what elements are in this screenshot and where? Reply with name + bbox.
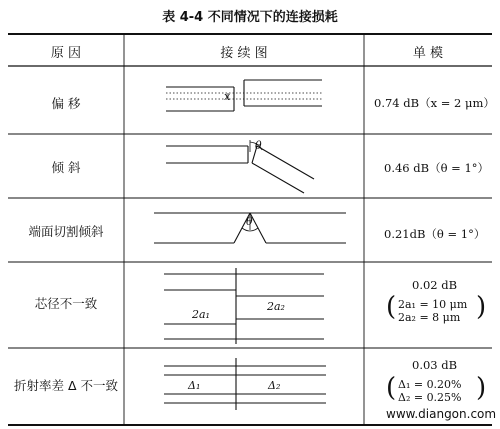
right-paren: ) [476,292,487,322]
core-cond-1: 2a₁ = 10 μm [398,298,468,311]
endface-angle-label: θ [246,215,253,228]
tilt-angle-label: θ [255,139,262,152]
left-paren: ( [386,373,397,403]
cause-offset: 偏 移 [51,96,81,111]
diagram-tilt [124,134,364,198]
diagram-index-difference [124,348,364,425]
diagram-offset [124,66,364,134]
header-cause: 原 因 [50,46,82,61]
loss-tilt: 0.46 dB（θ = 1°） [384,161,490,175]
offset-label: x [224,90,231,103]
header-single-mode: 单 模 [412,46,444,61]
core-label-right: 2a₂ [267,300,285,313]
cause-core-diameter: 芯径不一致 [34,296,98,311]
cause-index-difference: 折射率差 Δ 不一致 [14,378,118,393]
loss-endface: 0.21dB（θ = 1°） [384,227,486,241]
watermark: www.diangon.com [386,407,497,421]
left-paren: ( [386,292,397,322]
table-title: 表 4-4 不同情况下的连接损耗 [162,10,338,25]
right-paren: ) [476,373,487,403]
index-cond-2: Δ₂ = 0.25% [398,391,462,404]
cause-tilt: 倾 斜 [51,160,81,175]
diagram-endface [124,198,364,262]
index-label-right: Δ₂ [268,379,281,392]
diagram-core-diameter [124,262,364,348]
loss-index-difference: 0.03 dB [412,358,458,372]
cause-endface: 端面切割倾斜 [28,224,104,239]
loss-offset: 0.74 dB（x = 2 μm） [374,96,495,110]
index-cond-1: Δ₁ = 0.20% [398,378,462,391]
index-label-left: Δ₁ [188,379,201,392]
loss-core-diameter: 0.02 dB [412,278,458,292]
core-label-left: 2a₁ [192,308,210,321]
core-cond-2: 2a₂ = 8 μm [398,311,461,324]
header-diagram: 接 续 图 [220,46,268,61]
